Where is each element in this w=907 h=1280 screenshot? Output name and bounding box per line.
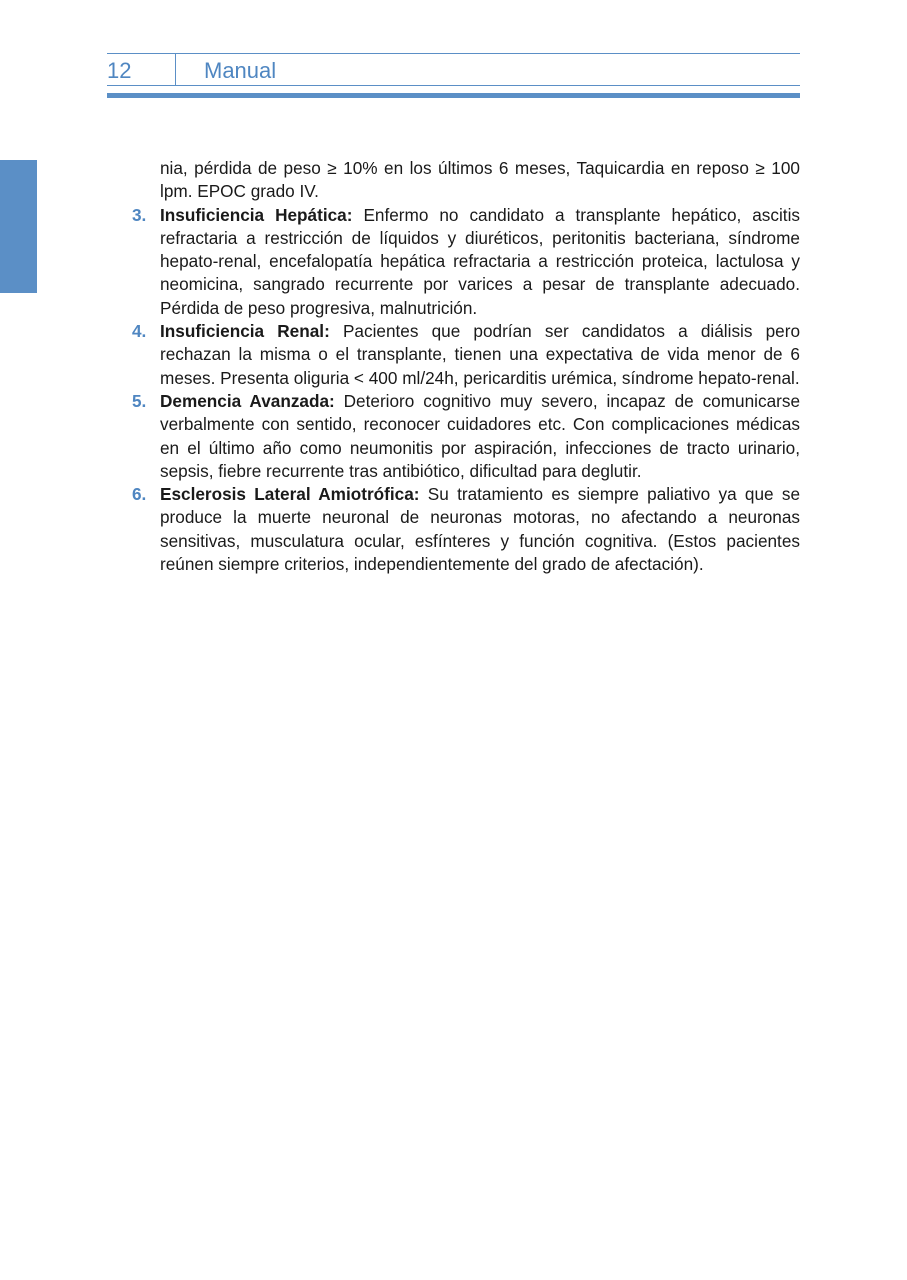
continuation-paragraph: nia, pérdida de peso ≥ 10% en los últimos 6 meses, Taquicardia en reposo ≥ 100 lpm. EPOC grado IV. [160,158,800,202]
list-item-number: 3. [132,204,147,225]
section-title: Manual [204,58,277,83]
page-number: 12 [107,58,132,83]
list-item-term: Insuficiencia Renal: [160,321,330,342]
list-item-number: 6. [132,484,147,505]
list-item [132,483,800,576]
list-item-text: Su tratamiento es siempre paliativo ya que se produce la muerte neuronal de neuronas motoras, no afectando a neuronas sensitivas, musculatura ocular, esfínteres y función cognitiva. (Estos pacientes reúnen siempre criterios, independientemente del grado de afectación). [160,484,801,575]
list-item-term: Insuficiencia Hepática: [160,204,353,225]
header-divider [175,54,176,85]
header-bottom-rule [107,85,800,86]
list-item-term: Esclerosis Lateral Amiotrófica: [160,484,420,505]
header-top-rule [107,53,800,54]
side-tab [0,160,37,293]
list-item-text: Deterioro cognitivo muy severo, incapaz de comunicarse verbalmente con sentido, reconocer cuidadores etc. Con complicaciones médicas en el último año como neumonitis por aspiración, infecciones de tracto urinario, sepsis, fiebre recurrente tras antibiótico, dificultad para deglutir. [160,390,800,481]
body-text [132,157,800,576]
list-item-text: Enfermo no candidato a transplante hepático, ascitis refractaria a restricción de líquidos y diuréticos, peritonitis bacteriana, síndrome hepato-renal, encefalopatía hepática refractaria a restricción proteica, lactulosa y neomicina, sangrado recurrente por varices a pesar de transplante adecuado. Pérdida de peso progresiva, malnutrición. [160,204,800,318]
list-item [132,204,800,320]
list-item-number: 4. [132,321,147,342]
list-item [132,390,800,483]
list-item-text: Pacientes que podrían ser candidatos a diálisis pero rechazan la misma o el transplante, tienen una expectativa de vida menor de 6 meses. Presenta oliguria < 400 ml/24h, pericarditis urémica, síndrome hepato-renal. [160,321,800,388]
list-item-term: Demencia Avanzada: [160,390,335,411]
list-item [132,320,800,390]
list-item-number: 5. [132,390,147,411]
header-thick-rule [107,93,800,98]
